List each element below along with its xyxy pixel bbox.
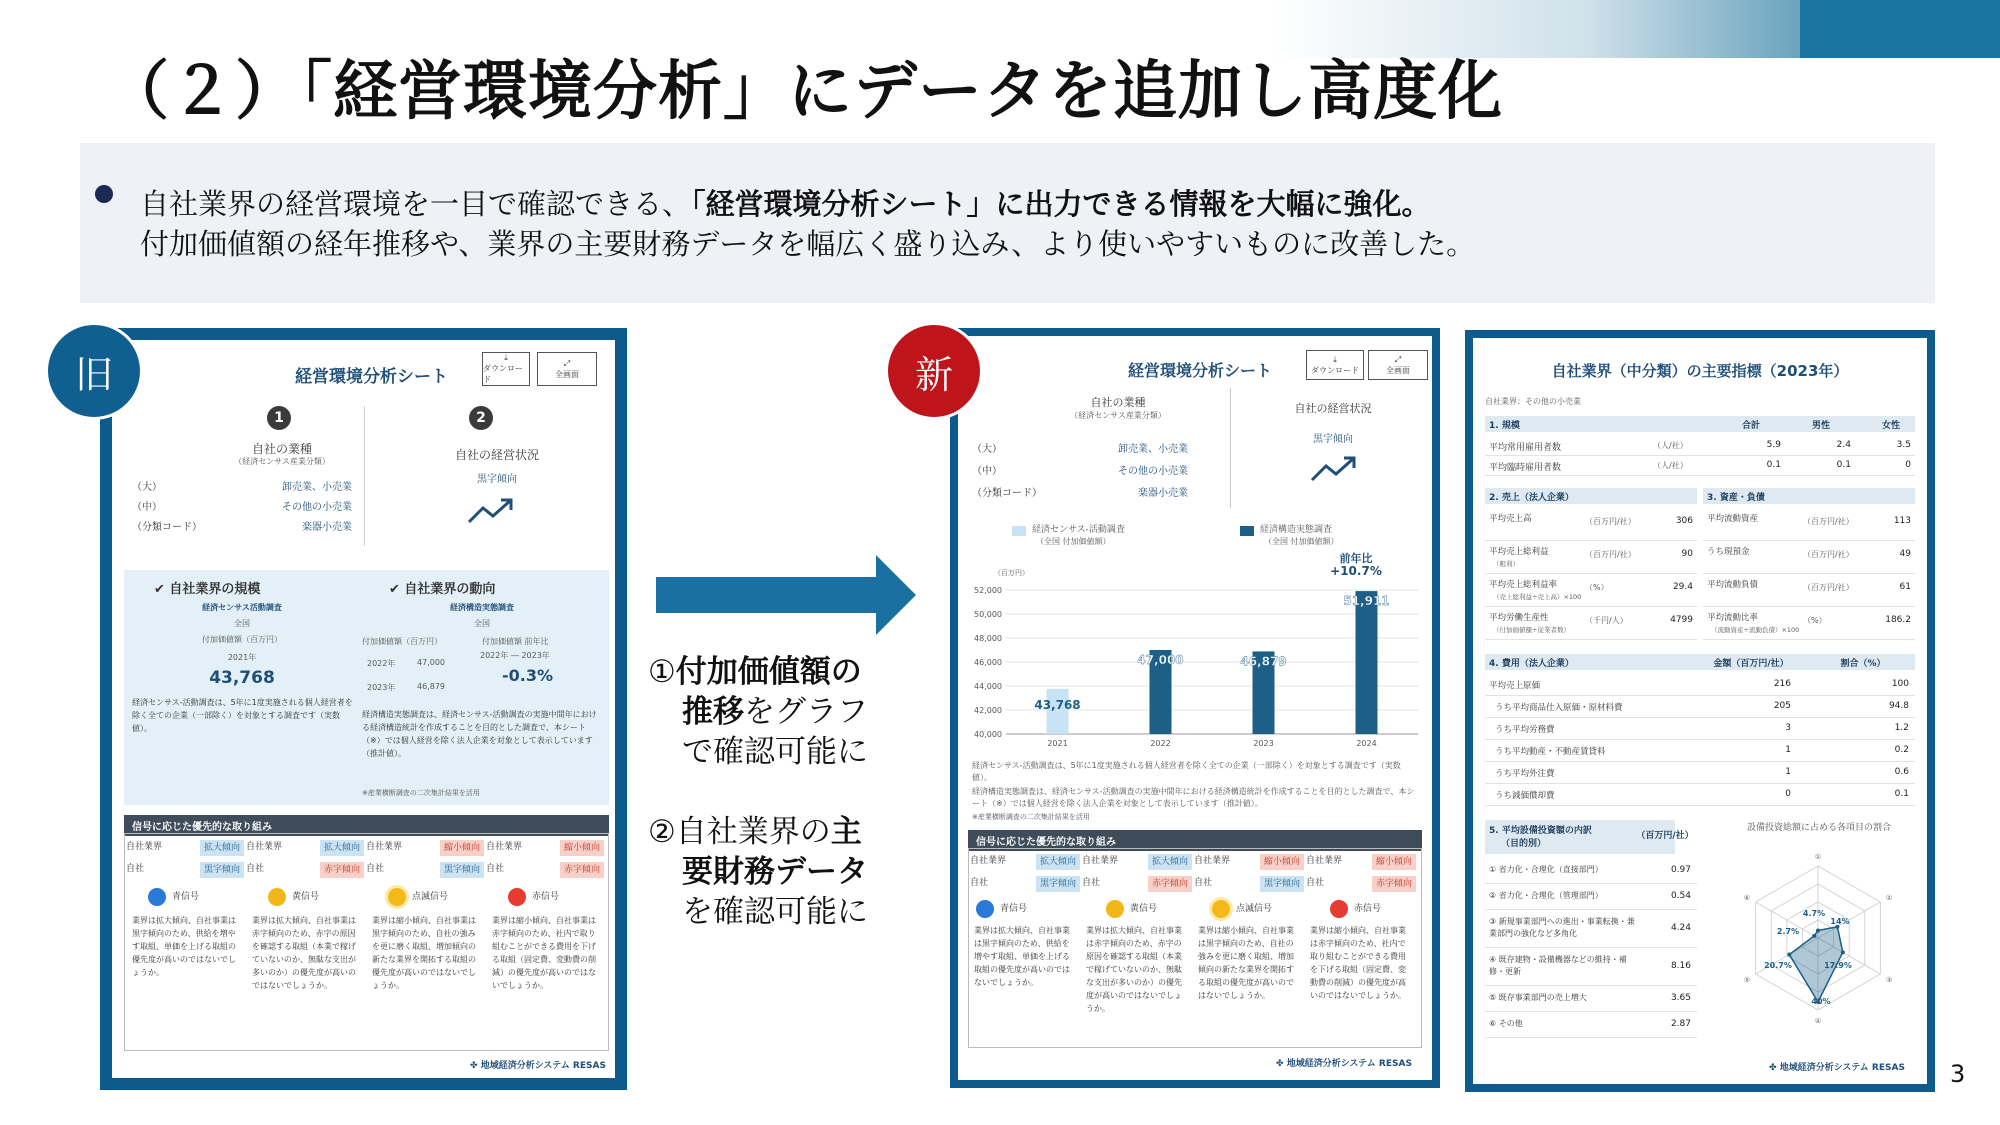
note-1-d: をグラフ xyxy=(744,694,868,730)
radar-point xyxy=(1841,950,1845,954)
note-1-c: 推移 xyxy=(682,694,744,730)
signal-red-text: 業界は縮小傾向、自社事業は赤字傾向のため、社内で取り組むことができる費用を下げる取組（固定費、変動費の削減）の優先度が高いのではないでしょうか。 xyxy=(492,916,596,990)
signal-red-text: 業界は縮小傾向、自社事業は赤字傾向のため、社内で取り組むことができる費用を下げる取組（固定費、変動費の削減）の優先度が高いのではないでしょうか。 xyxy=(1310,926,1406,1000)
radar-axis-label: ⑥ xyxy=(1743,894,1751,902)
financial-panel xyxy=(1465,330,1935,1092)
footer-text: 地域経済分析システム RESAS xyxy=(480,1061,606,1071)
trend-metric: 付加価値額（百万円） xyxy=(362,637,442,646)
label-industry: 自社業界 xyxy=(126,842,163,852)
s1-row-male: 0.1 xyxy=(1836,460,1851,470)
radar-axis-label: ⑤ xyxy=(1743,976,1751,984)
sheet-title: 経営環境分析シート xyxy=(295,367,448,387)
note-2-line-3: を確認可能に xyxy=(682,894,868,930)
legend-swatch-1 xyxy=(1012,526,1026,536)
new-sheet xyxy=(958,336,1432,1080)
yoy-value: +10.7% xyxy=(1330,564,1382,578)
signal-col-red xyxy=(486,840,604,992)
download-icon: ⤓ xyxy=(504,353,508,362)
slide-title: （２）「経営環境分析」にデータを追加し高度化 xyxy=(105,55,1503,129)
yellow-signal-icon xyxy=(268,888,286,906)
s2-row-label: 平均労働生産性 xyxy=(1489,613,1549,623)
s3-header: 3. 資産・負債 xyxy=(1703,488,1915,504)
download-label: ダウンロード xyxy=(1311,365,1359,375)
s2-row-label: 平均売上総利益 xyxy=(1489,547,1549,557)
y-tick-label: 40,000 xyxy=(974,730,1002,739)
y-tick-label: 42,000 xyxy=(974,706,1002,715)
industry-sub: （経済センサス産業分類） xyxy=(234,457,330,466)
s1-row-unit: （人/社） xyxy=(1653,461,1688,470)
label-industry: 自社業界 xyxy=(1306,856,1343,866)
step-2-badge: 2 xyxy=(469,406,493,430)
industry-title: 自社の業種 xyxy=(1090,396,1146,409)
trend-change: -0.3% xyxy=(502,666,554,685)
old-badge: 旧 xyxy=(45,322,143,420)
s5-sub: （目的別） xyxy=(1501,839,1547,849)
y-tick-label: 50,000 xyxy=(974,610,1002,619)
s5-title: 平均設備投資額の内訳 xyxy=(1501,826,1592,836)
page-number: 3 xyxy=(1950,1060,1966,1088)
s2-row-value: 29.4 xyxy=(1672,582,1693,592)
blue-signal-icon xyxy=(148,888,166,906)
s3-row-unit: （百万円/社） xyxy=(1803,550,1854,559)
scale-title: ✔ 自社業界の規模 xyxy=(154,582,261,597)
fullscreen-label: 全画面 xyxy=(555,369,579,379)
s4-row-label: うち減価償却費 xyxy=(1495,791,1555,801)
signal-yellow-text: 業界は拡大傾向、自社事業は赤字傾向のため、赤字の原因を確認する取組（本業で稼げていないのか、無駄な支出が多いのか）の優先度が高いのではないでしょうか。 xyxy=(252,916,356,990)
scale-title-text: 自社業界の規模 xyxy=(169,582,261,597)
s4-row-amount: 1 xyxy=(1785,767,1791,777)
bar-value-label: 51,911 xyxy=(1343,594,1390,609)
s5-row-label: ③ 新規事業部門への進出・事業転換・兼業部門の強化など多角化 xyxy=(1489,917,1635,938)
trend-title: ✔ 自社業界の動向 xyxy=(389,582,496,597)
y-tick-label: 52,000 xyxy=(974,586,1002,595)
s3-row-value: 186.2 xyxy=(1885,615,1911,625)
footer-text: 地域経済分析システム RESAS xyxy=(1779,1063,1905,1073)
mid-value: その他の小売業 xyxy=(1118,466,1188,477)
s4-row-amount: 216 xyxy=(1773,679,1791,689)
tag-shrink: 縮小傾向 xyxy=(560,840,604,856)
s3-row-unit: （百万円/社） xyxy=(1803,517,1854,526)
label-company: 自社 xyxy=(126,864,145,874)
s5-row-value: 0.54 xyxy=(1670,891,1691,901)
status-title: 自社の経営状況 xyxy=(454,448,539,462)
legend-2: 経済構造実態調査 xyxy=(1260,525,1333,535)
radar-axis-label: ② xyxy=(1885,894,1893,902)
signal-col-blink xyxy=(366,840,484,992)
scale-value: 43,768 xyxy=(209,668,275,688)
code-key: （分類コード） xyxy=(132,522,202,533)
label-industry: 自社業界 xyxy=(1082,856,1119,866)
tag-expand: 拡大傾向 xyxy=(200,840,244,856)
divider xyxy=(364,406,365,546)
s4-row-amount: 1 xyxy=(1785,745,1791,755)
signal-yellow-label: 黄信号 xyxy=(1130,904,1158,914)
code-value: 楽器小売業 xyxy=(302,522,352,533)
note-2-b: 主 xyxy=(830,814,862,850)
tag-black: 黒字傾向 xyxy=(1260,876,1304,892)
bullet-line-1-bold: 「経営環境分析シート」に出力できる情報を大幅に強化。 xyxy=(691,187,1431,221)
trend-change-label: 付加価値額 前年比 xyxy=(482,637,549,646)
signal-blink-label: 点滅信号 xyxy=(412,892,449,902)
divider xyxy=(1230,388,1231,508)
transition-arrow-head xyxy=(876,555,916,635)
scale-year: 2021年 xyxy=(227,653,257,662)
old-sheet-panel xyxy=(100,328,627,1090)
s3-row-label: 平均流動負債 xyxy=(1707,580,1759,590)
radar-axis-label: ③ xyxy=(1885,976,1893,984)
scale-note: 経済センサス-活動調査は、5年に1度実施される個人経営者を除く全ての企業（一部除く）を対象とする調査です（実数値）。 xyxy=(132,698,353,733)
signal-col-yellow xyxy=(246,840,364,992)
s2-row-sub: （売上総利益÷売上高）×100 xyxy=(1493,593,1582,601)
large-key: （大） xyxy=(132,482,162,493)
s5-row-label: ④ 既存建物・設備機器などの維持・補修・更新 xyxy=(1489,955,1627,976)
s2-row-value: 90 xyxy=(1681,549,1693,559)
signal-blue-label: 青信号 xyxy=(172,892,200,902)
tag-expand: 拡大傾向 xyxy=(1148,854,1192,870)
trend-up-icon xyxy=(1310,454,1360,484)
s4-title: 4. 費用（法人企業） xyxy=(1489,659,1574,669)
s5-num: 5. xyxy=(1489,826,1499,836)
s2-row-sub: （粗利） xyxy=(1493,560,1519,568)
y-tick-label: 46,000 xyxy=(974,658,1002,667)
s4-row-label: うち平均動産・不動産賃貸料 xyxy=(1495,747,1606,757)
note-1-b: 付加価値額の xyxy=(675,654,862,690)
yoy-label: 前年比 xyxy=(1339,552,1373,565)
tag-red: 赤字傾向 xyxy=(1372,876,1416,892)
footer-logo: ✤ 地域経済分析システム RESAS xyxy=(1276,1059,1412,1069)
s4-row-amount: 3 xyxy=(1785,723,1791,733)
legend-swatch-2 xyxy=(1240,526,1254,536)
s4-h-ratio: 割合（%） xyxy=(1840,659,1886,669)
label-company: 自社 xyxy=(1194,878,1213,888)
label-company: 自社 xyxy=(366,864,385,874)
trend-y1: 2022年 xyxy=(367,659,396,668)
s3-row-sub: （流動資産÷流動負債）×100 xyxy=(1711,626,1800,634)
s4-row-ratio: 0.1 xyxy=(1894,789,1909,799)
x-tick-label: 2021 xyxy=(1047,739,1068,748)
fin-industry: 自社業界：その他の小売業 xyxy=(1485,397,1581,406)
step-1-badge: 1 xyxy=(267,406,291,430)
label-company: 自社 xyxy=(486,864,505,874)
signals-title: 信号に応じた優先的な取り組み xyxy=(968,830,1422,851)
transition-arrow xyxy=(656,577,876,613)
tag-red: 赤字傾向 xyxy=(320,862,364,878)
s1-row-unit: （人/社） xyxy=(1653,441,1688,450)
label-company: 自社 xyxy=(1082,878,1101,888)
label-company: 自社 xyxy=(970,878,989,888)
chart-note-1: 経済センサス-活動調査は、5年に1度実施される個人経営者を除く全ての企業（一部除く）を対象とする調査です（実数値）。 xyxy=(972,761,1401,782)
tag-expand: 拡大傾向 xyxy=(320,840,364,856)
fullscreen-icon: ⤢ xyxy=(563,358,571,368)
s1-h-total: 合計 xyxy=(1741,421,1760,431)
s3-row-value: 49 xyxy=(1899,549,1911,559)
radar-axis-label: ④ xyxy=(1814,1017,1822,1025)
mid-value: その他の小売業 xyxy=(282,502,352,513)
large-key: （大） xyxy=(972,444,1002,455)
tag-red: 赤字傾向 xyxy=(1148,876,1192,892)
label-industry: 自社業界 xyxy=(486,842,523,852)
bullet-line-1 xyxy=(140,182,1431,223)
s4-h-amount: 金額（百万円/社） xyxy=(1713,659,1789,669)
bullet-dot xyxy=(95,185,113,203)
s1-row-female: 0 xyxy=(1905,460,1911,470)
fullscreen-button[interactable] xyxy=(1368,350,1428,380)
s2-row-label: 平均売上総利益率 xyxy=(1489,580,1558,590)
s4-row-label: うち平均労務費 xyxy=(1495,725,1555,735)
s2-row-value: 4799 xyxy=(1670,615,1693,625)
radar-value-label: 2.7% xyxy=(1776,927,1800,936)
bullet-line-1-plain: 自社業界の経営環境を一目で確認できる、 xyxy=(140,187,692,221)
s1-row-total: 0.1 xyxy=(1766,460,1781,470)
x-tick-label: 2022 xyxy=(1150,739,1171,748)
s3-row-label: 平均流動比率 xyxy=(1707,613,1759,623)
tag-shrink: 縮小傾向 xyxy=(1372,854,1416,870)
signal-col-red xyxy=(1306,854,1416,1002)
download-icon: ⤓ xyxy=(1333,354,1337,364)
s5-row-label: ① 省力化・合理化（直接部門） xyxy=(1489,865,1603,874)
s5-row-label: ⑤ 既存事業部門の売上増大 xyxy=(1489,993,1587,1002)
large-value: 卸売業、小売業 xyxy=(282,482,352,493)
label-industry: 自社業界 xyxy=(970,856,1007,866)
mid-key: （中） xyxy=(972,466,1002,477)
s4-row-ratio: 0.2 xyxy=(1894,745,1909,755)
trend-area: 全国 xyxy=(474,619,490,628)
s2-row-value: 306 xyxy=(1675,516,1693,526)
s4-row-label: うち平均商品仕入原価・原材料費 xyxy=(1495,703,1623,713)
s3-row-value: 113 xyxy=(1893,516,1911,526)
sheet-title: 経営環境分析シート xyxy=(1128,361,1273,380)
note-1-line-3: で確認可能に xyxy=(682,734,868,770)
signal-col-blink xyxy=(1194,854,1304,1002)
note-2-line-1 xyxy=(648,812,862,852)
label-industry: 自社業界 xyxy=(246,842,283,852)
signal-col-yellow xyxy=(1082,854,1192,1015)
s2-row-sub: （付加価値額÷従業者数） xyxy=(1493,626,1570,634)
radar-value-label: 20.7% xyxy=(1764,961,1792,970)
tag-shrink: 縮小傾向 xyxy=(440,840,484,856)
legend-1-sub: （全国 付加価値額） xyxy=(1036,537,1111,546)
signal-blink-label: 点滅信号 xyxy=(1236,904,1273,914)
legend-1: 経済センサス-活動調査 xyxy=(1032,525,1125,535)
s3-row-label: うち現預金 xyxy=(1707,547,1750,557)
new-sheet-panel xyxy=(950,328,1440,1088)
tag-black: 黒字傾向 xyxy=(200,862,244,878)
signal-blink-text: 業界は縮小傾向、自社事業は黒字傾向のため、自社の強みを更に磨く取組、増加傾向の新たな業界を開拓する取組の優先度が高いのではないでしょうか。 xyxy=(372,916,476,990)
tag-expand: 拡大傾向 xyxy=(1036,854,1080,870)
bar-2024 xyxy=(1356,591,1378,734)
blue-signal-icon xyxy=(976,900,994,918)
blink-signal-icon xyxy=(1212,900,1230,918)
trend-v2: 46,879 xyxy=(417,682,445,691)
signal-blue-label: 青信号 xyxy=(1000,904,1028,914)
industry-sub: （経済センサス産業分類） xyxy=(1070,411,1166,420)
s1-row-total: 5.9 xyxy=(1766,440,1781,450)
s2-row-unit: （百万円/社） xyxy=(1585,550,1636,559)
red-signal-icon xyxy=(1330,900,1348,918)
footer-logo: ✤ 地域経済分析システム RESAS xyxy=(1769,1063,1905,1073)
y-tick-label: 44,000 xyxy=(974,682,1002,691)
y-tick-label: 48,000 xyxy=(974,634,1002,643)
note-1-line-2 xyxy=(682,692,868,732)
radar-point xyxy=(1812,934,1816,938)
s5-row-value: 8.16 xyxy=(1670,961,1691,971)
financial-sheet xyxy=(1473,338,1927,1084)
header-accent xyxy=(1800,0,2000,58)
radar-value-label: 4.7% xyxy=(1802,909,1826,918)
s4-row-ratio: 0.6 xyxy=(1894,767,1909,777)
red-signal-icon xyxy=(508,888,526,906)
download-button[interactable] xyxy=(1306,350,1364,380)
radar-value-label: 14% xyxy=(1830,917,1850,926)
tag-black: 黒字傾向 xyxy=(1036,876,1080,892)
new-badge: 新 xyxy=(885,322,983,420)
note-2-c: 要財務データ xyxy=(682,854,868,890)
tag-shrink: 縮小傾向 xyxy=(1260,854,1304,870)
s4-row-ratio: 100 xyxy=(1891,679,1909,689)
legend-2-sub: （全国 付加価値額） xyxy=(1264,537,1339,546)
label-industry: 自社業界 xyxy=(1194,856,1231,866)
chart-note-3: ※産業横断調査の二次集計結果を活用 xyxy=(972,813,1090,821)
trend-y2: 2023年 xyxy=(367,683,396,692)
radar-title: 設備投資総額に占める各項目の割合 xyxy=(1746,823,1891,833)
signal-col-blue xyxy=(970,854,1080,989)
bar-value-label: 47,000 xyxy=(1137,653,1184,667)
radar-point xyxy=(1816,928,1820,932)
yellow-signal-icon xyxy=(1106,900,1124,918)
s4-row-amount: 205 xyxy=(1773,701,1791,711)
footer-logo: ✤ 地域経済分析システム RESAS xyxy=(470,1061,606,1071)
status-title: 自社の経営状況 xyxy=(1294,402,1372,415)
s4-row-ratio: 94.8 xyxy=(1888,701,1909,711)
radar-value-label: 40% xyxy=(1811,997,1831,1006)
s4-row-label: 平均売上原価 xyxy=(1489,681,1541,691)
radar-value-label: 17.9% xyxy=(1824,961,1852,970)
value-added-bar-chart xyxy=(958,576,1430,756)
note-1-line-1 xyxy=(648,652,862,692)
note-2-a: ②自社業界の xyxy=(648,814,831,850)
trend-up-icon xyxy=(467,496,517,526)
bar-value-label: 43,768 xyxy=(1034,697,1081,712)
download-label: ダウンロード xyxy=(483,364,523,384)
status-value: 黒字傾向 xyxy=(1313,434,1353,445)
s1-h-female: 女性 xyxy=(1881,421,1900,431)
signal-blue-text: 業界は拡大傾向、自社事業は黒字傾向のため、供給を増やす取組、単価を上げる取組の優先度が高いのではないでしょうか。 xyxy=(974,926,1070,987)
trend-note: 経済構造実態調査は、経済センサス-活動調査の実施中間年における経済構造統計を作成することを目的とした調査で、本シート（※）では個人経営を除く法人企業を対象として表示しています（推計値）。 xyxy=(362,710,597,758)
fin-title: 自社業界（中分類）の主要指標（2023年） xyxy=(1551,362,1849,380)
trend-note-2: ※産業横断調査の二次集計結果を活用 xyxy=(362,789,480,797)
tag-black: 黒字傾向 xyxy=(440,862,484,878)
scale-area: 全国 xyxy=(234,619,250,628)
chart-unit: （百万円） xyxy=(994,569,1029,577)
s3-row-unit: （百万円/社） xyxy=(1803,583,1854,592)
s4-row-amount: 0 xyxy=(1785,789,1791,799)
trend-title-text: 自社業界の動向 xyxy=(404,582,496,597)
signal-col-blue xyxy=(126,840,244,979)
s2-row-unit: （百万円/社） xyxy=(1585,517,1636,526)
s5-row-value: 0.97 xyxy=(1670,865,1691,875)
industry-title: 自社の業種 xyxy=(251,442,312,456)
s2-row-unit: （千円/人） xyxy=(1585,616,1628,625)
code-value: 楽器小売業 xyxy=(1138,488,1188,499)
scale-src: 経済センサス活動調査 xyxy=(202,603,282,612)
s1-h-male: 男性 xyxy=(1811,421,1830,431)
bullet-line-2: 付加価値額の経年推移や、業界の主要財務データを幅広く盛り込み、より使いやすいものに改善した。 xyxy=(140,227,1476,261)
s5-row-value: 2.87 xyxy=(1670,1019,1691,1029)
radar-axis-label: ① xyxy=(1814,853,1822,861)
note-1-a: ① xyxy=(648,654,676,690)
s4-row-ratio: 1.2 xyxy=(1894,723,1909,733)
s2-row-label: 平均売上高 xyxy=(1489,514,1532,524)
signal-red-label: 赤信号 xyxy=(532,892,560,902)
s3-row-unit: （%） xyxy=(1803,616,1827,625)
s5-unit: （百万円/社） xyxy=(1636,831,1694,841)
label-industry: 自社業界 xyxy=(366,842,403,852)
s5-row-label: ② 省力化・合理化（管理部門） xyxy=(1489,891,1603,900)
s5-row-value: 4.24 xyxy=(1670,923,1691,933)
fullscreen-label: 全画面 xyxy=(1386,365,1410,375)
label-company: 自社 xyxy=(246,864,265,874)
x-tick-label: 2023 xyxy=(1253,739,1274,748)
chart-note-2: 経済構造実態調査は、経済センサス-活動調査の実施中間年における経済構造統計を作成することを目的とした調査で、本シート（※）では個人経営を除く法人企業を対象として表示しています（推計値）。 xyxy=(972,787,1415,808)
s3-row-value: 61 xyxy=(1899,582,1911,592)
download-button[interactable] xyxy=(482,352,530,386)
bar-value-label: 46,879 xyxy=(1240,654,1287,669)
signal-yellow-label: 黄信号 xyxy=(292,892,320,902)
s1-row-label: 平均臨時雇用者数 xyxy=(1489,463,1562,473)
footer-text: 地域経済分析システム RESAS xyxy=(1286,1059,1412,1069)
s5-row-value: 3.65 xyxy=(1670,993,1691,1003)
x-tick-label: 2024 xyxy=(1356,739,1377,748)
s1-row-male: 2.4 xyxy=(1836,440,1851,450)
trend-v1: 47,000 xyxy=(417,658,445,667)
note-2-line-2 xyxy=(682,852,868,892)
signal-yellow-text: 業界は拡大傾向、自社事業は赤字傾向のため、赤字の原因を確認する取組（本業で稼げていないのか、無駄な支出が多いのか）の優先度が高いのではないでしょうか。 xyxy=(1086,926,1182,1013)
trend-src: 経済構造実態調査 xyxy=(450,603,514,612)
s3-row-label: 平均流動資産 xyxy=(1707,514,1759,524)
s2-header: 2. 売上（法人企業） xyxy=(1485,488,1697,504)
signal-blink-text: 業界は縮小傾向、自社事業は黒字傾向のため、自社の強みを更に磨く取組、増加傾向の新たな業界を開拓する取組の優先度が高いのではないでしょうか。 xyxy=(1198,926,1294,1000)
status-value: 黒字傾向 xyxy=(477,474,517,485)
tag-red: 赤字傾向 xyxy=(560,862,604,878)
blink-signal-icon xyxy=(388,888,406,906)
trend-change-years: 2022年 ― 2023年 xyxy=(480,651,550,660)
s2-row-unit: （%） xyxy=(1585,583,1609,592)
radar-point xyxy=(1787,953,1791,957)
old-sheet xyxy=(112,340,615,1078)
large-value: 卸売業、小売業 xyxy=(1118,444,1188,455)
s1-row-label: 平均常用雇用者数 xyxy=(1489,443,1562,453)
s4-row-label: うち平均外注費 xyxy=(1495,769,1555,779)
scale-metric: 付加価値額（百万円） xyxy=(202,635,282,644)
code-key: （分類コード） xyxy=(972,488,1042,499)
signals-title: 信号に応じた優先的な取り組み xyxy=(124,815,609,836)
signal-red-label: 赤信号 xyxy=(1354,904,1382,914)
label-company: 自社 xyxy=(1306,878,1325,888)
s1-title: 1. 規模 xyxy=(1489,421,1520,431)
s1-row-female: 3.5 xyxy=(1896,440,1911,450)
mid-key: （中） xyxy=(132,502,162,513)
investment-radar-chart xyxy=(1723,838,1913,1038)
s5-row-label: ⑥ その他 xyxy=(1489,1019,1523,1028)
fullscreen-icon: ⤢ xyxy=(1394,354,1402,364)
fullscreen-button[interactable] xyxy=(537,352,597,386)
signal-blue-text: 業界は拡大傾向、自社事業は黒字傾向のため、供給を増やす取組、単価を上げる取組の優先度が高いのではないでしょうか。 xyxy=(132,916,236,977)
